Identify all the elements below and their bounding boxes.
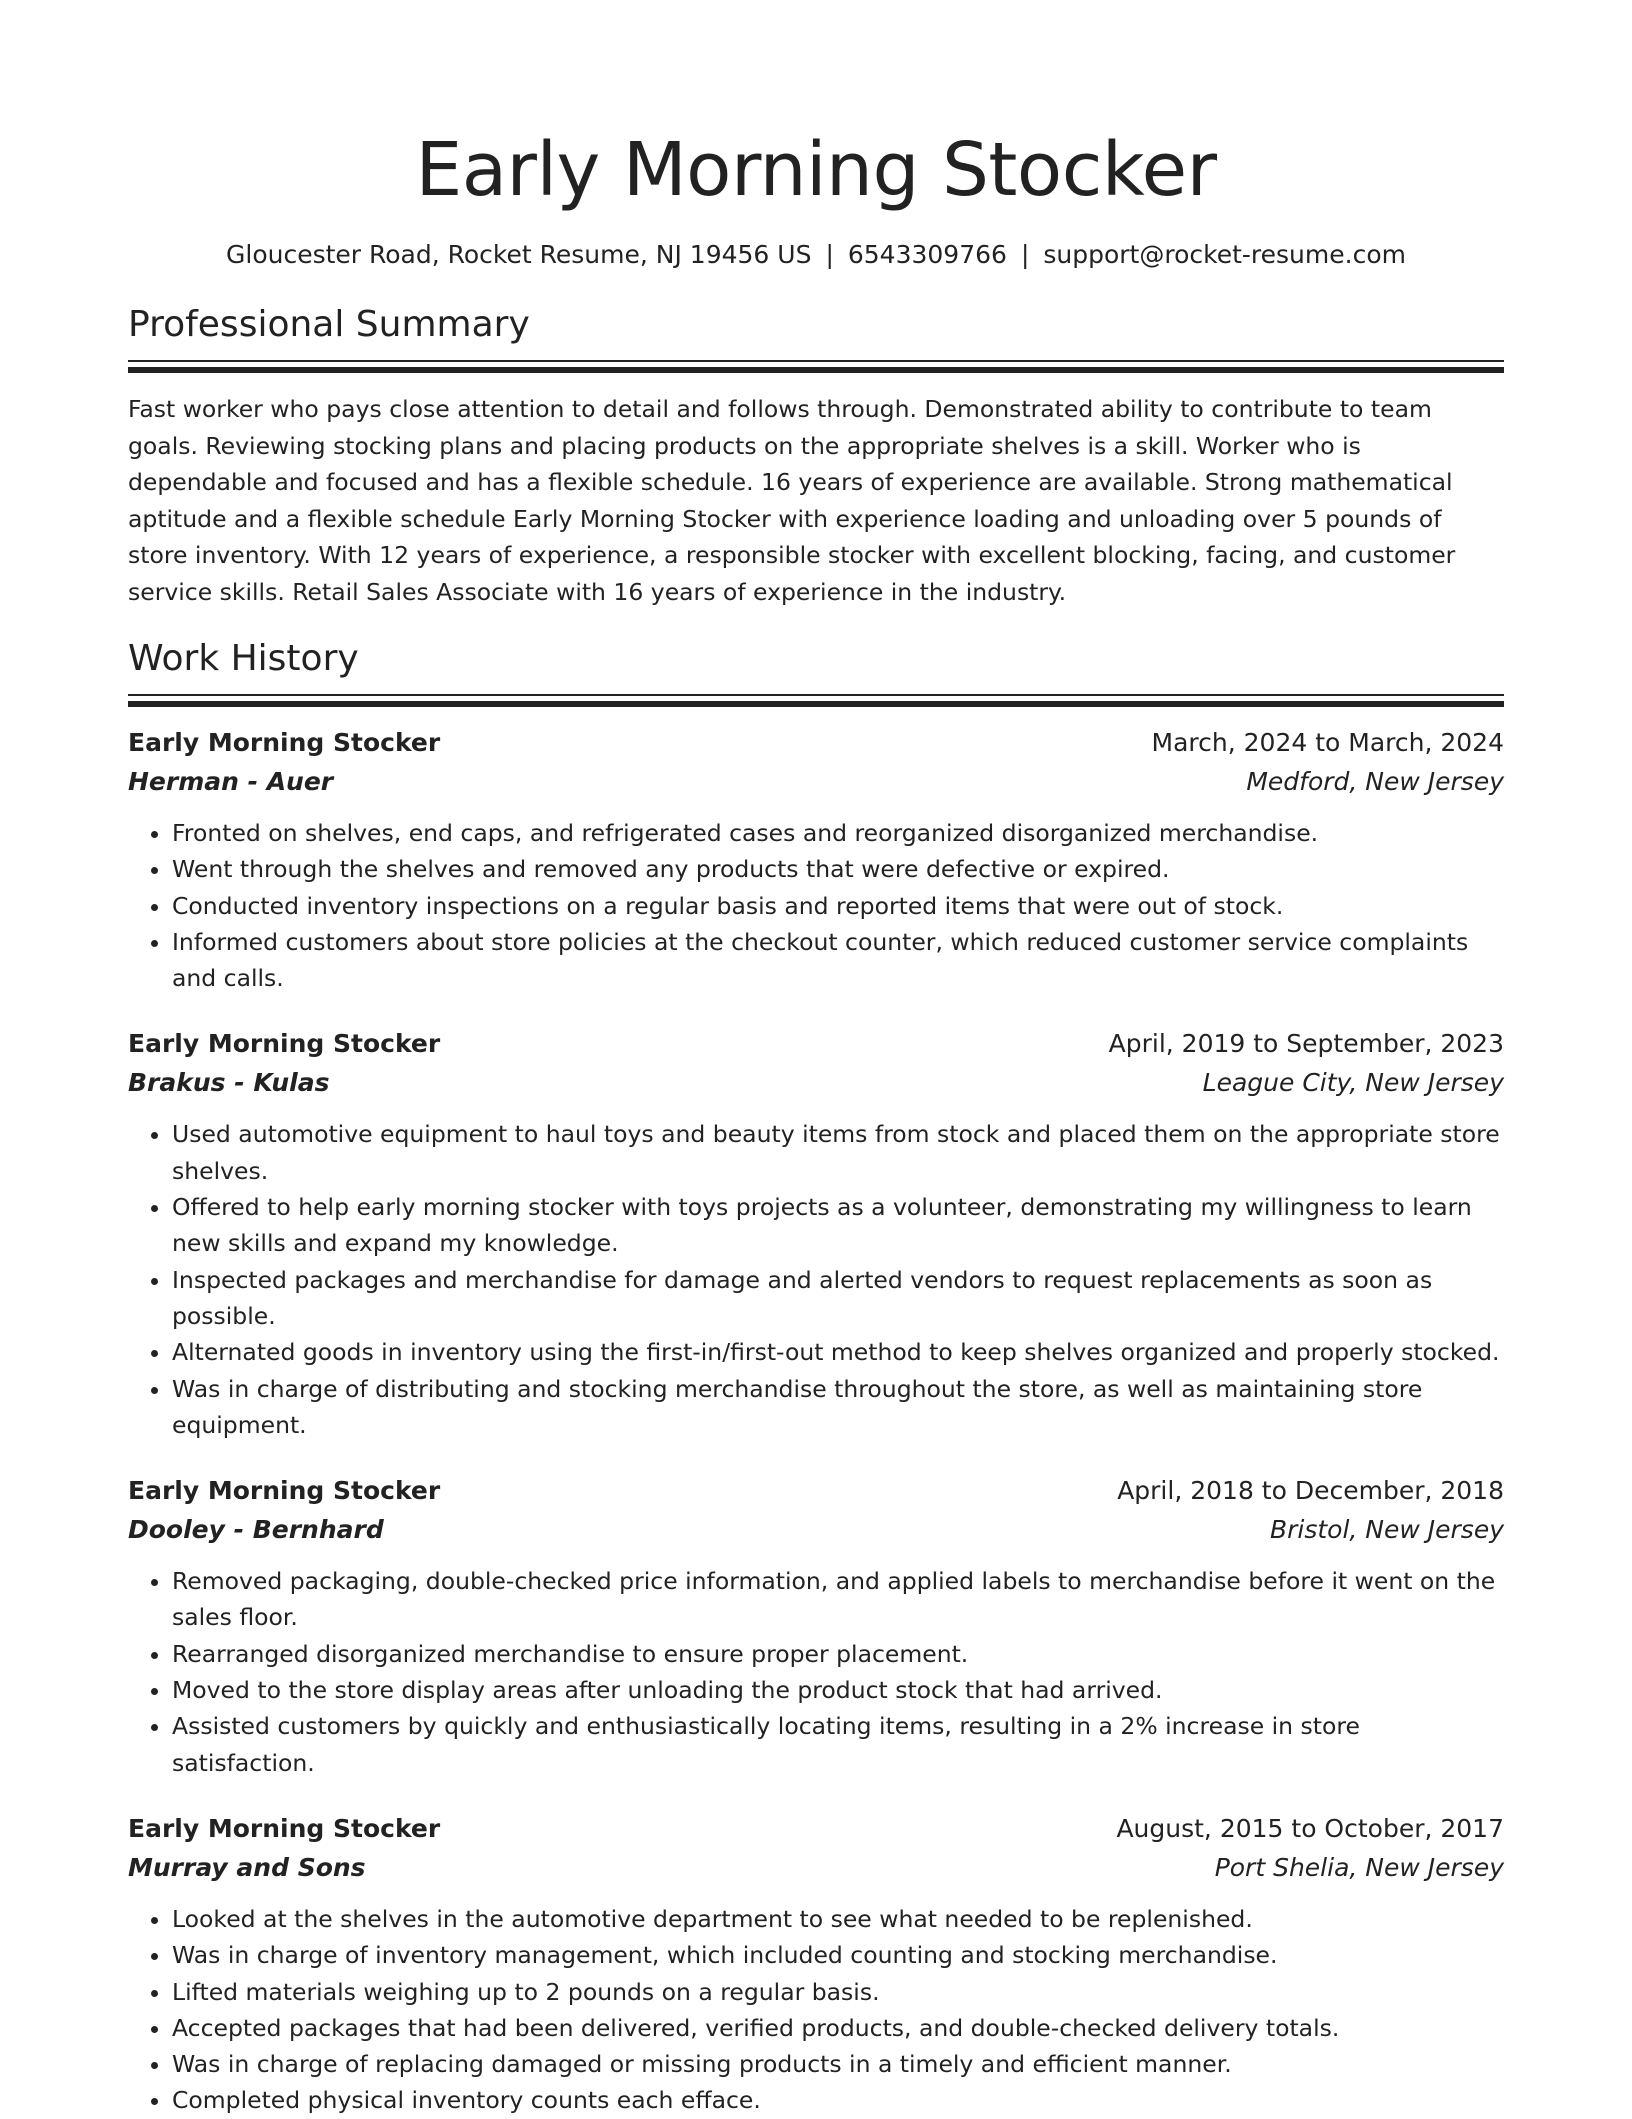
summary-heading: Professional Summary [128,304,530,345]
job-bullet-list [128,1901,1504,2119]
job-bullet: • Informed customers about store policies at the checkout counter, which reduced customer service complaints and calls. [172,924,1504,997]
job-dates: August, 2015 to October, 2017 [1116,1813,1504,1843]
job-bullet: • Accepted packages that had been delivered, verified products, and double-checked delivery totals. [172,2010,1504,2046]
job-bullet-list [128,1563,1504,1781]
job-employer-row [128,763,1504,801]
job-dates: April, 2018 to December, 2018 [1117,1476,1504,1506]
job-bullet: • Inspected packages and merchandise for damage and alerted vendors to request replacements as soon as possible. [172,1262,1504,1335]
job-bullet: • Alternated goods in inventory using the first-in/first-out method to keep shelves organized and properly stocked. [172,1334,1504,1370]
job-location: League City, New Jersey [1202,1068,1504,1098]
summary-text: Fast worker who pays close attention to detail and follows through. Demonstrated ability to contribute to team goals. Reviewing stocking plans and placing products on the appropriate shelves is a skill. Worker who is dependable and focused and has a flexible schedule. 16 years of experience are available. Strong mathematical aptitude and a flexible schedule Early Morning Stocker with experience loading and unloading over 5 pounds of store inventory. With 12 years of experience, a responsible stocker with excellent blocking, facing, and customer service skills. Retail Sales Associate with 16 years of experience in the industry. [128,395,1456,606]
job-bullet: • Rearranged disorganized merchandise to ensure proper placement. [172,1636,1504,1672]
contact-email: support@rocket-resume.com [1043,240,1406,269]
job-title: Early Morning Stocker [128,1029,441,1059]
job-bullet: • Used automotive equipment to haul toys and beauty items from stock and placed them on the appropriate store shelves. [172,1116,1504,1189]
job-bullet: • Lifted materials weighing up to 2 pounds on a regular basis. [172,1974,1504,2010]
job-title: Early Morning Stocker [128,728,441,757]
job-company: Herman - Auer [128,767,334,796]
job-entry [128,1471,1504,1781]
job-header-row [128,1024,1504,1064]
job-bullet: • Completed physical inventory counts each efface. [172,2082,1504,2118]
job-location: Medford, New Jersey [1246,767,1504,796]
job-bullet: • Moved to the store display areas after unloading the product stock that had arrived. [172,1672,1504,1708]
work-history-heading: Work History [128,638,359,679]
job-dates: April, 2019 to September, 2023 [1108,1029,1504,1059]
contact-separator: | [1020,240,1030,269]
job-location: Bristol, New Jersey [1269,1515,1504,1545]
job-bullet: • Offered to help early morning stocker with toys projects as a volunteer, demonstrating my willingness to learn new skills and expand my knowledge. [172,1189,1504,1262]
section-divider [128,694,1504,707]
job-bullet: • Removed packaging, double-checked price information, and applied labels to merchandise before it went on the sales floor. [172,1563,1504,1636]
job-bullet-list [128,815,1504,996]
contact-phone: 6543309766 [847,240,1007,269]
job-title: Early Morning Stocker [128,1476,441,1506]
section-divider [128,360,1504,373]
job-company: Dooley - Bernhard [128,1515,384,1545]
job-entry [128,1024,1504,1443]
job-bullet: • Was in charge of replacing damaged or missing products in a timely and efficient manner. [172,2046,1504,2082]
candidate-name: Early Morning Stocker [415,127,1217,213]
contact-separator: | [825,240,834,269]
job-bullet: • Looked at the shelves in the automotive department to see what needed to be replenished. [172,1901,1504,1937]
job-bullet: • Conducted inventory inspections on a regular basis and reported items that were out of stock. [172,888,1504,924]
job-dates: March, 2024 to March, 2024 [1151,728,1504,757]
job-company: Murray and Sons [128,1852,366,1882]
job-bullet: • Was in charge of inventory management, which included counting and stocking merchandise. [172,1937,1504,1973]
job-entry [128,1809,1504,2119]
job-company: Brakus - Kulas [128,1068,330,1098]
job-header-row [128,1809,1504,1849]
job-entry [128,723,1504,996]
work-history-list [128,723,1504,2119]
job-location: Port Shelia, New Jersey [1214,1852,1504,1882]
contact-line [128,238,1504,272]
job-bullet: • Went through the shelves and removed any products that were defective or expired. [172,851,1504,887]
job-bullet-list [128,1116,1504,1443]
job-title: Early Morning Stocker [128,1813,441,1843]
job-header-row [128,723,1504,763]
job-employer-row [128,1849,1504,1887]
job-header-row [128,1471,1504,1511]
job-bullet: • Assisted customers by quickly and enthusiastically locating items, resulting in a 2% increase in store satisfaction. [172,1708,1504,1781]
contact-address: Gloucester Road, Rocket Resume, NJ 19456 US [226,240,812,269]
job-bullet: • Fronted on shelves, end caps, and refrigerated cases and reorganized disorganized merchandise. [172,815,1504,851]
job-bullet: • Was in charge of distributing and stocking merchandise throughout the store, as well as maintaining store equipment. [172,1371,1504,1444]
job-employer-row [128,1064,1504,1102]
job-employer-row [128,1511,1504,1549]
